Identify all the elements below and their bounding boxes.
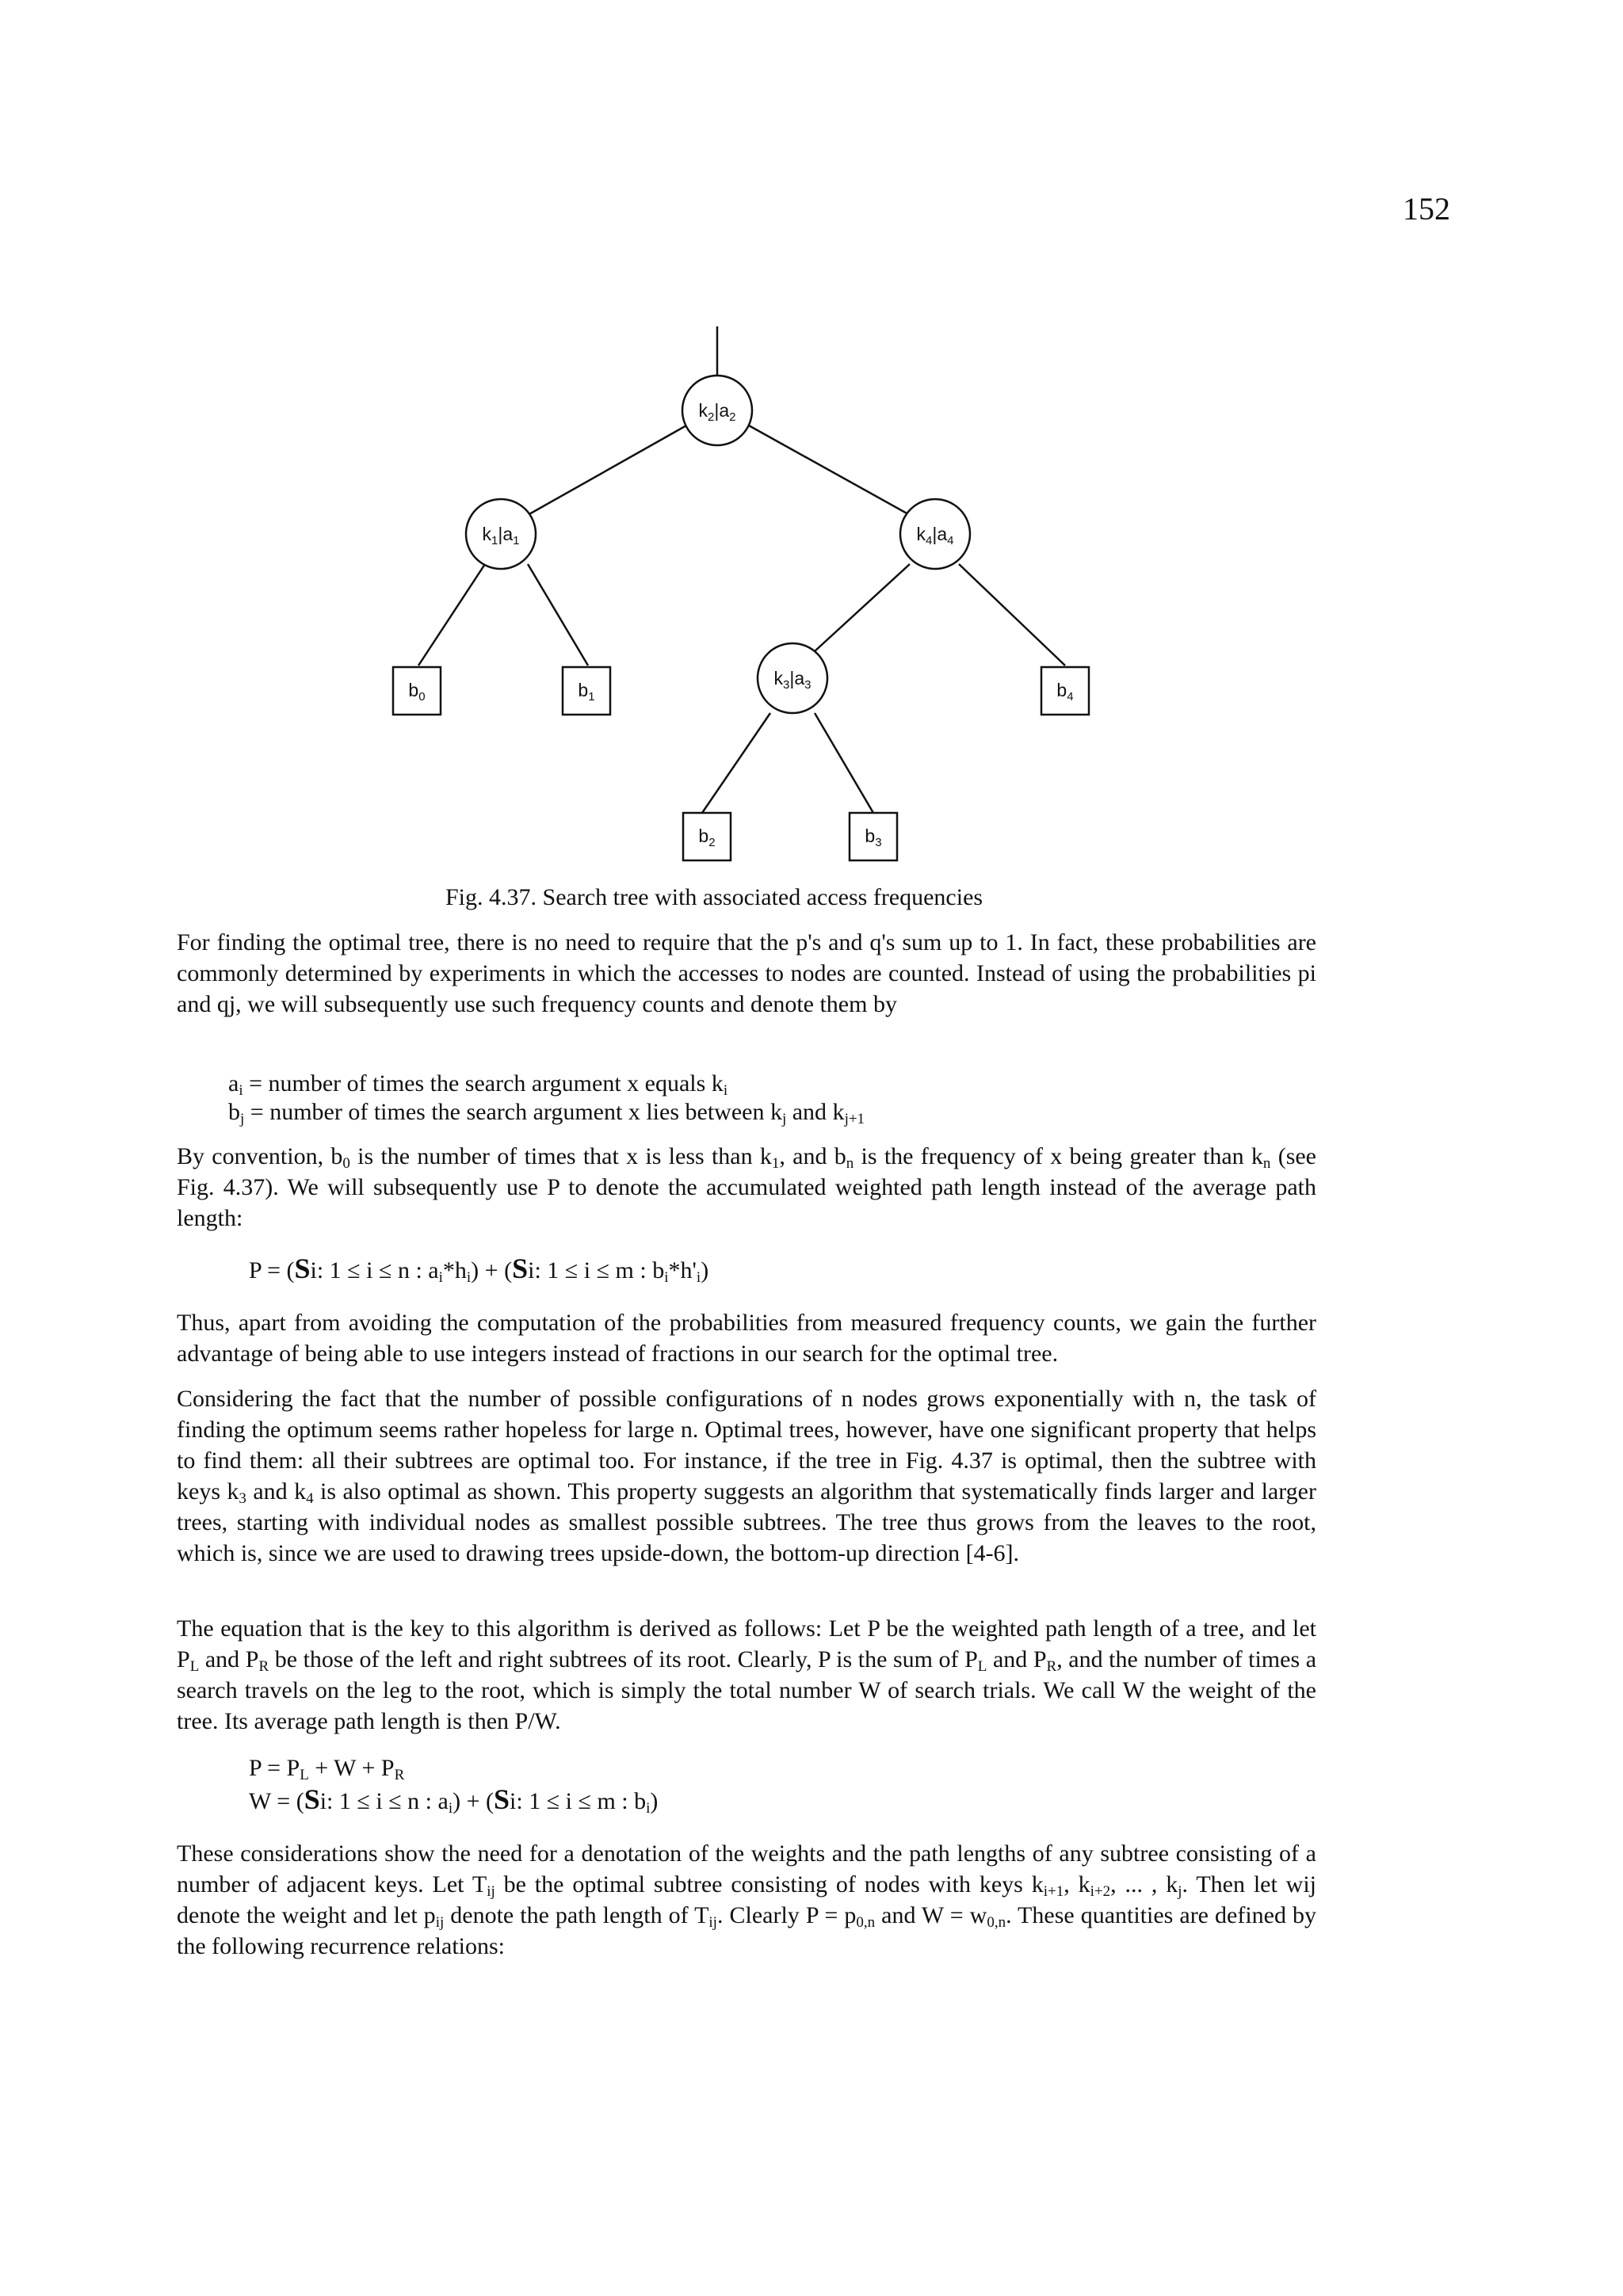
node-k2-a2	[682, 376, 752, 445]
leaf-b0	[393, 667, 441, 715]
search-tree-figure	[0, 0, 1623, 879]
edge-k1-b1	[528, 564, 588, 666]
leaf-b1	[563, 667, 610, 715]
node-k4-a4	[900, 499, 970, 569]
edge-k3-b3	[815, 713, 873, 813]
svg-text:b1: $b_1$	[578, 680, 595, 704]
svg-text:b4: $b_4$	[1056, 680, 1074, 704]
edge-k1-b0	[418, 564, 485, 666]
node-k3-a3	[758, 643, 827, 713]
figure-caption: Fig. 4.37. Search tree with associated access frequencies	[445, 884, 983, 910]
edge-k4-b4	[959, 564, 1065, 666]
paragraph-2: By convention, $b_0$ is the number of times that x is less than $k_1$, and $b_n$ is the frequency of x being greater than $k_n$ (see Fig. 4.37). We will subsequently use P to denote the accumulated weighted path length instead of the average path length:	[177, 1143, 1316, 1231]
edge-k2-k4	[747, 425, 910, 515]
page-number: 152	[1403, 191, 1450, 227]
equation-path-length: P = (Si: 1 ≤ i ≤ n : $a_i*h_i) + (Si$: 1 ≤ i ≤ m : $b_i*h'_i$)	[249, 1253, 709, 1286]
equation-w: W = (Si: 1 ≤ i ≤ n : $a_i) + (Si$: 1 ≤ i ≤ m : $b_i$)	[249, 1783, 659, 1817]
leaf-b3	[850, 813, 897, 860]
paragraph-3: Thus, apart from avoiding the computation of the probabilities from measured frequency counts, we gain the further advantage of being able to use integers instead of fractions in our search for the optimal tree.	[177, 1310, 1316, 1367]
definition-a: $a_i$ = number of times the search argument x equals $k_i$	[228, 1070, 728, 1099]
svg-text:k1|a1: $k_1|a_1$	[482, 524, 520, 547]
edge-k2-k1	[528, 425, 688, 515]
leaf-b2	[683, 813, 731, 860]
leaf-b4	[1041, 667, 1089, 715]
edge-k4-k3	[815, 564, 910, 651]
svg-text:b0: $b_0$	[408, 680, 426, 704]
svg-text:b3: $b_3$	[865, 826, 882, 849]
paragraph-1: For finding the optimal tree, there is no need to require that the p's and q's sum up to 1. In fact, these probabilities are commonly determined by experiments in which the accesses to nodes are counted. Instead of using the probabilities pi and qj, we will subsequently use such frequency counts and denote them by	[177, 929, 1316, 1017]
paragraph-5: The equation that is the key to this algorithm is derived as follows: Let P be the weighted path length of a tree, and let $P_L$ and $P_R$ be those of the left and right subtrees of its root. Clearly, P is the sum of $P_L$ and $P_R$, and the number of times a search travels on the leg to the root, which is simply the total number W of search trials. We call W the weight of the tree. Its average path length is then P/W.	[177, 1615, 1317, 1734]
definition-b: $b_j$ = number of times the search argument x lies between $k_j$ and $k_{j+1}$	[228, 1099, 865, 1127]
svg-text:k3|a3: $k_3|a_3$	[773, 668, 812, 692]
svg-text:k4|a4: $k_4|a_4$	[916, 524, 954, 547]
paragraph-6: These considerations show the need for a denotation of the weights and the path lengths of any subtree consisting of a number of adjacent keys. Let $T_{ij}$ be the optimal subtree consisting of nodes with keys $k_{i+1}$, $k_{i+2}$, ... , $k_j$. Then let wij denote the weight and let $p_{ij}$ denote the path length of $T_{ij}$. Clearly $P = p_{0,n}$ and $W = w_{0,n}$. These quantities are defined by the following recurrence relations:	[177, 1840, 1317, 1959]
equation-p: $P = P_L + W + P_R$	[249, 1755, 405, 1783]
svg-text:k2|a2: $k_2|a_2$	[698, 400, 736, 424]
svg-text:b2: $b_2$	[698, 826, 716, 849]
node-k1-a1	[466, 499, 536, 569]
edge-k3-b2	[702, 713, 770, 813]
paragraph-4: Considering the fact that the number of possible configurations of n nodes grows exponentially with n, the task of finding the optimum seems rather hopeless for large n. Optimal trees, however, have one significant property that helps to find them: all their subtrees are optimal too. For instance, if the tree in Fig. 4.37 is optimal, then the subtree with keys $k_3$ and $k_4$ is also optimal as shown. This property suggests an algorithm that systematically finds larger and larger trees, starting with individual nodes as smallest possible subtrees. The tree thus grows from the leaves to the root, which is, since we are used to drawing trees upside-down, the bottom-up direction [4-6].	[177, 1386, 1316, 1566]
